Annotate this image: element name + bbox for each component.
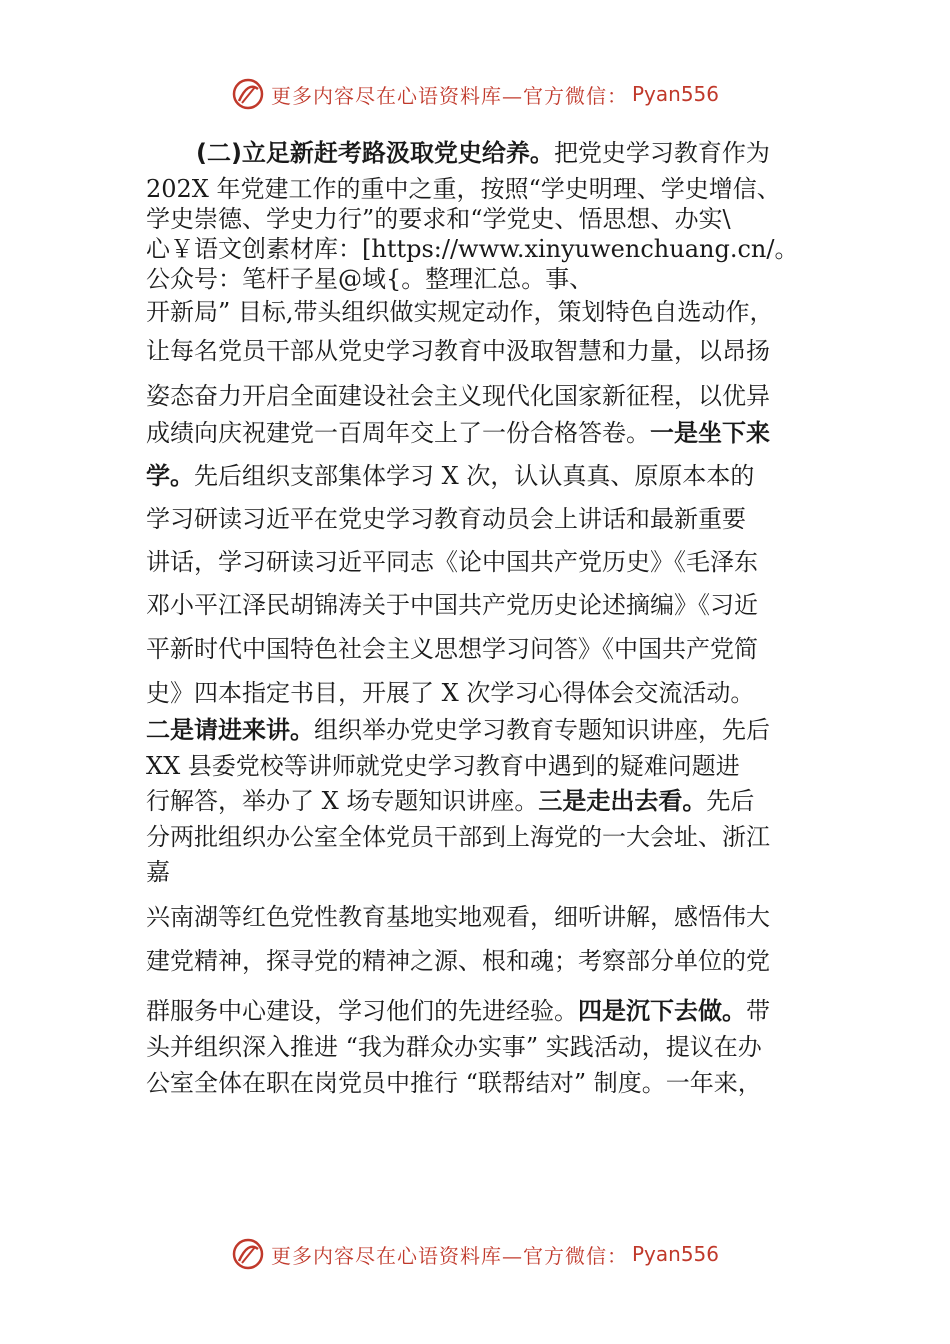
text-line xyxy=(146,381,826,411)
text-line xyxy=(146,678,826,708)
text-segment: 成绩向庆祝建党一百周年交上了一份合格答卷。 xyxy=(146,419,650,447)
text-line xyxy=(146,504,826,534)
text-segment: 公众号：笔杆子星@域{。整理汇总。事、 xyxy=(146,265,594,293)
text-line xyxy=(146,461,826,491)
bold-heading-segment: 三是走出去看。 xyxy=(538,787,707,815)
text-line xyxy=(196,138,876,168)
text-line xyxy=(146,857,826,887)
text-segment: 带 xyxy=(746,997,770,1025)
text-line xyxy=(146,946,826,976)
wechat-id: Pyan556 xyxy=(631,82,719,106)
text-line xyxy=(146,751,826,781)
text-segment: 把党史学习教育作为 xyxy=(553,139,770,167)
text-segment: 姿态奋力开启全面建设社会主义现代化国家新征程，以优异 xyxy=(146,382,770,410)
bold-heading-segment: 一是坐下来 xyxy=(650,419,770,447)
text-line xyxy=(146,822,826,852)
text-line xyxy=(146,634,826,664)
logo-icon xyxy=(231,1237,265,1271)
text-line xyxy=(146,902,826,932)
text-line xyxy=(146,418,826,448)
logo-icon xyxy=(231,77,265,111)
text-segment: 头并组织深入推进 “我为群众办实事” 实践活动，提议在办 xyxy=(146,1033,762,1061)
text-segment: 先后 xyxy=(706,787,755,815)
text-line xyxy=(146,204,826,234)
text-segment: 先后组织支部集体学习 X 次，认认真真、原原本本的 xyxy=(194,462,755,490)
text-segment: 学习研读习近平在党史学习教育动员会上讲话和最新重要 xyxy=(146,505,746,533)
bold-heading-segment: 学。 xyxy=(146,462,194,490)
text-line xyxy=(146,336,826,366)
text-line xyxy=(146,174,826,204)
text-line xyxy=(146,996,826,1026)
text-line xyxy=(146,297,826,327)
text-segment: 建党精神，探寻党的精神之源、根和魂；考察部分单位的党 xyxy=(146,947,770,975)
text-line xyxy=(146,234,826,264)
text-segment: 组织举办党史学习教育专题知识讲座，先后 xyxy=(314,716,770,744)
wechat-id: Pyan556 xyxy=(631,1242,719,1266)
text-segment: 行解答，举办了 X 场专题知识讲座。 xyxy=(146,787,539,815)
text-segment: 分两批组织办公室全体党员干部到上海党的一大会址、浙江 xyxy=(146,823,770,851)
text-segment: 群服务中心建设，学习他们的先进经验。 xyxy=(146,997,578,1025)
text-segment: 邓小平江泽民胡锦涛关于中国共产党历史论述摘编》《习近 xyxy=(146,591,758,619)
text-segment: 史》四本指定书目，开展了 X 次学习心得体会交流活动。 xyxy=(146,679,755,707)
footer-banner xyxy=(0,1232,950,1276)
text-line xyxy=(146,715,826,745)
banner-text: 更多内容尽在心语资料库—官方微信： xyxy=(270,83,628,108)
text-segment: 心￥语文创素材库：[https://www.xinyuwenchuang.cn/。 xyxy=(146,235,799,263)
text-line xyxy=(146,1068,826,1098)
bold-heading-segment: 二是请进来讲。 xyxy=(146,716,314,744)
text-segment: 让每名党员干部从党史学习教育中汲取智慧和力量，以昂扬 xyxy=(146,337,770,365)
text-line xyxy=(146,547,826,577)
text-segment: 202X 年党建工作的重中之重，按照“学史明理、学史增信、 xyxy=(146,175,781,203)
bold-heading-segment: 四是沉下去做。 xyxy=(578,997,746,1025)
text-segment: 公室全体在职在岗党员中推行 “联帮结对” 制度。一年来， xyxy=(146,1069,762,1097)
text-segment: 嘉 xyxy=(146,858,170,886)
text-segment: 开新局” 目标,带头组织做实规定动作，策划特色自选动作， xyxy=(146,298,774,326)
bold-heading-segment: (二)立足新赶考路汲取党史给养。 xyxy=(196,139,554,167)
text-segment: 兴南湖等红色党性教育基地实地观看，细听讲解，感悟伟大 xyxy=(146,903,770,931)
text-line xyxy=(146,786,826,816)
banner-text: 更多内容尽在心语资料库—官方微信： xyxy=(270,1243,628,1268)
text-segment: 讲话，学习研读习近平同志《论中国共产党历史》《毛泽东 xyxy=(146,548,758,576)
text-segment: 平新时代中国特色社会主义思想学习问答》《中国共产党简 xyxy=(146,635,758,663)
header-banner xyxy=(0,72,950,116)
text-segment: 学史崇德、学史力行”的要求和“学党史、悟思想、办实\ xyxy=(146,205,731,233)
text-segment: XX 县委党校等讲师就党史学习教育中遇到的疑难问题进 xyxy=(146,752,740,780)
text-line xyxy=(146,1032,826,1062)
text-line xyxy=(146,264,826,294)
text-line xyxy=(146,590,826,620)
